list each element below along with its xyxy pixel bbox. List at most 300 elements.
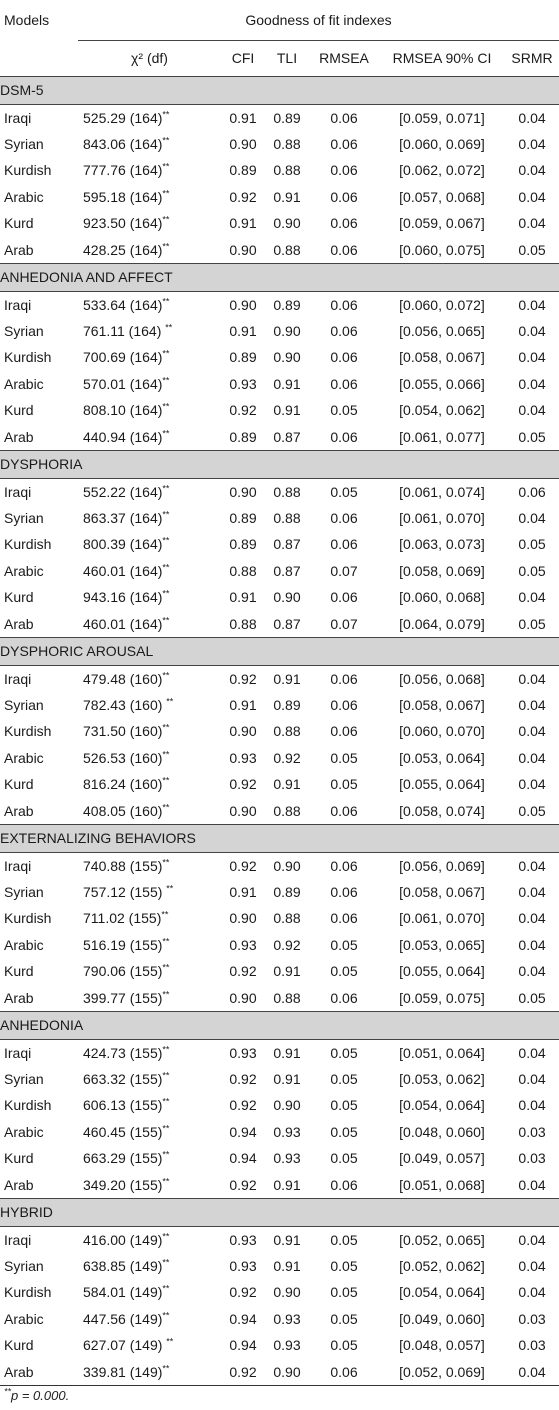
chi-square-cell xyxy=(78,291,221,318)
chi-square-value: 516.19 (155) xyxy=(83,936,163,953)
cfi-cell: 0.91 xyxy=(229,215,257,232)
tli-cell: 0.89 xyxy=(273,109,301,126)
chi-square-cell xyxy=(78,1332,221,1359)
rmsea-cell: 0.06 xyxy=(330,802,358,819)
model-cell: Kurd xyxy=(4,776,34,793)
chi-square-cell xyxy=(78,184,221,211)
tli-cell: 0.90 xyxy=(273,1363,301,1380)
chi-square-cell xyxy=(78,131,221,158)
chi-square-value: 428.25 (164) xyxy=(83,241,163,258)
chi-square-value: 339.81 (149) xyxy=(83,1363,163,1380)
tli-cell: 0.88 xyxy=(273,509,301,526)
rmsea-ci-cell: [0.051, 0.068] xyxy=(399,1176,485,1193)
srmr-cell: 0.04 xyxy=(518,670,546,687)
chi-square-value: 863.37 (164) xyxy=(83,509,163,526)
tli-cell: 0.90 xyxy=(273,349,301,366)
table-row xyxy=(0,344,559,371)
table-row xyxy=(0,745,559,772)
chi-square-cell xyxy=(78,1279,221,1306)
table-row xyxy=(0,718,559,745)
table-row xyxy=(0,1145,559,1172)
significance-marker: ** xyxy=(162,1230,170,1241)
significance-marker: ** xyxy=(162,614,170,625)
tli-cell: 0.88 xyxy=(273,802,301,819)
srmr-cell: 0.04 xyxy=(518,1070,546,1087)
chi-square-value: 757.12 (155) xyxy=(83,883,167,900)
significance-marker: ** xyxy=(162,295,170,306)
srmr-cell: 0.04 xyxy=(518,1097,546,1114)
rmsea-ci-cell: [0.060, 0.070] xyxy=(399,723,485,740)
model-cell: Arab xyxy=(4,428,34,445)
cfi-cell: 0.91 xyxy=(229,883,257,900)
table-row xyxy=(0,879,559,906)
table-row xyxy=(0,852,559,879)
model-cell: Kurd xyxy=(4,1150,34,1167)
tli-cell: 0.87 xyxy=(273,428,301,445)
rmsea-cell: 0.06 xyxy=(330,188,358,205)
rmsea-ci-cell: [0.049, 0.057] xyxy=(399,1150,485,1167)
chi-square-value: 552.22 (164) xyxy=(83,483,163,500)
rmsea-ci-cell: [0.055, 0.066] xyxy=(399,375,485,392)
rmsea-ci-cell: [0.058, 0.069] xyxy=(399,562,485,579)
rmsea-cell: 0.06 xyxy=(330,589,358,606)
cfi-cell: 0.90 xyxy=(229,910,257,927)
srmr-cell: 0.04 xyxy=(518,188,546,205)
significance-marker: ** xyxy=(162,1175,170,1186)
srmr-cell: 0.04 xyxy=(518,349,546,366)
chi-square-cell xyxy=(78,958,221,985)
srmr-cell: 0.04 xyxy=(518,696,546,713)
srmr-cell: 0.05 xyxy=(518,562,546,579)
chi-square-value: 416.00 (149) xyxy=(83,1231,163,1248)
model-cell: Arab xyxy=(4,241,34,258)
chi-square-cell xyxy=(78,531,221,558)
significance-marker: ** xyxy=(161,909,169,920)
rmsea-cell: 0.05 xyxy=(330,1070,358,1087)
models-header: Models xyxy=(4,12,50,28)
chi-square-value: 460.01 (164) xyxy=(83,562,163,579)
srmr-cell: 0.05 xyxy=(518,989,546,1006)
model-cell: Iraqi xyxy=(4,670,32,687)
table-row xyxy=(0,1092,559,1119)
cfi-cell: 0.90 xyxy=(229,296,257,313)
tli-cell: 0.88 xyxy=(273,241,301,258)
srmr-cell: 0.04 xyxy=(518,1176,546,1193)
significance-marker: ** xyxy=(162,1070,170,1081)
cfi-cell: 0.90 xyxy=(229,802,257,819)
tli-cell: 0.91 xyxy=(273,1231,301,1248)
model-cell: Iraqi xyxy=(4,857,32,874)
cfi-cell: 0.92 xyxy=(229,402,257,419)
table-row xyxy=(0,531,559,558)
rmsea-ci-cell: [0.060, 0.069] xyxy=(399,135,485,152)
table-row xyxy=(0,131,559,158)
rmsea-cell: 0.06 xyxy=(330,296,358,313)
table-row xyxy=(0,291,559,318)
column-header-rmsea: RMSEA xyxy=(319,50,369,66)
tli-cell: 0.91 xyxy=(273,402,301,419)
chi-square-value: 399.77 (155) xyxy=(83,989,163,1006)
model-cell: Kurd xyxy=(4,1337,34,1354)
srmr-cell: 0.04 xyxy=(518,910,546,927)
table-row xyxy=(0,157,559,184)
chi-square-value: 731.50 (160) xyxy=(83,723,163,740)
tli-cell: 0.89 xyxy=(273,296,301,313)
tli-cell: 0.90 xyxy=(273,215,301,232)
cfi-cell: 0.90 xyxy=(229,135,257,152)
rmsea-cell: 0.06 xyxy=(330,857,358,874)
chi-square-cell xyxy=(78,985,221,1012)
table-row xyxy=(0,1279,559,1306)
srmr-cell: 0.04 xyxy=(518,963,546,980)
rmsea-ci-cell: [0.058, 0.067] xyxy=(399,883,485,900)
model-cell: Kurdish xyxy=(4,162,52,179)
model-cell: Kurd xyxy=(4,963,34,980)
rmsea-cell: 0.06 xyxy=(330,1176,358,1193)
srmr-cell: 0.04 xyxy=(518,375,546,392)
significance-marker: ** xyxy=(162,1362,170,1373)
chi-square-cell xyxy=(78,584,221,611)
tli-cell: 0.91 xyxy=(273,188,301,205)
model-cell: Syrian xyxy=(4,883,44,900)
model-cell: Iraqi xyxy=(4,1044,32,1061)
table-row xyxy=(0,1066,559,1093)
section-header-row xyxy=(0,450,559,478)
chi-square-value: 440.94 (164) xyxy=(83,428,163,445)
cfi-cell: 0.92 xyxy=(229,1284,257,1301)
model-cell: Kurdish xyxy=(4,1284,52,1301)
table-row xyxy=(0,1253,559,1280)
tli-cell: 0.91 xyxy=(273,670,301,687)
chi-square-cell xyxy=(78,505,221,532)
table-row xyxy=(0,958,559,985)
rmsea-cell: 0.06 xyxy=(330,723,358,740)
rmsea-cell: 0.07 xyxy=(330,615,358,632)
rmsea-ci-cell: [0.053, 0.065] xyxy=(399,936,485,953)
table-row xyxy=(0,611,559,638)
cfi-cell: 0.91 xyxy=(229,696,257,713)
tli-cell: 0.89 xyxy=(273,883,301,900)
srmr-cell: 0.04 xyxy=(518,1044,546,1061)
srmr-cell: 0.04 xyxy=(518,1284,546,1301)
rmsea-cell: 0.05 xyxy=(330,963,358,980)
rmsea-cell: 0.05 xyxy=(330,1257,358,1274)
model-cell: Syrian xyxy=(4,135,44,152)
cfi-cell: 0.93 xyxy=(229,1231,257,1248)
cfi-cell: 0.92 xyxy=(229,776,257,793)
goodness-of-fit-header: Goodness of fit indexes xyxy=(78,0,559,40)
cfi-cell: 0.92 xyxy=(229,1363,257,1380)
table-body xyxy=(0,76,559,1385)
cfi-cell: 0.93 xyxy=(229,1257,257,1274)
model-cell: Syrian xyxy=(4,509,44,526)
table-row xyxy=(0,1306,559,1333)
chi-square-value: 816.24 (160) xyxy=(83,776,163,793)
tli-cell: 0.91 xyxy=(273,963,301,980)
rmsea-cell: 0.05 xyxy=(330,1123,358,1140)
srmr-cell: 0.04 xyxy=(518,509,546,526)
rmsea-cell: 0.06 xyxy=(330,696,358,713)
chi-square-value: 790.06 (155) xyxy=(83,963,163,980)
chi-square-value: 711.02 (155) xyxy=(83,910,162,927)
table-row xyxy=(0,1172,559,1199)
chi-square-value: 627.07 (149) xyxy=(83,1337,167,1354)
model-cell: Iraqi xyxy=(4,109,32,126)
cfi-cell: 0.90 xyxy=(229,241,257,258)
table-row xyxy=(0,798,559,825)
rmsea-cell: 0.06 xyxy=(330,910,358,927)
significance-marker: ** xyxy=(162,749,170,760)
rmsea-ci-cell: [0.060, 0.075] xyxy=(399,241,485,258)
srmr-cell: 0.04 xyxy=(518,162,546,179)
model-cell: Syrian xyxy=(4,322,44,339)
tli-cell: 0.87 xyxy=(273,536,301,553)
chi-square-cell xyxy=(78,1226,221,1253)
tli-cell: 0.88 xyxy=(273,162,301,179)
significance-marker: ** xyxy=(162,1283,170,1294)
srmr-cell: 0.04 xyxy=(518,402,546,419)
chi-square-value: 843.06 (164) xyxy=(83,135,163,152)
model-cell: Iraqi xyxy=(4,483,32,500)
chi-square-value: 638.85 (149) xyxy=(83,1257,163,1274)
column-header-srmr: SRMR xyxy=(511,50,553,66)
section-header-row xyxy=(0,1198,559,1226)
rmsea-cell: 0.06 xyxy=(330,241,358,258)
section-header-row xyxy=(0,824,559,852)
rmsea-ci-cell: [0.052, 0.062] xyxy=(399,1257,485,1274)
model-cell: Arabic xyxy=(4,562,44,579)
cfi-cell: 0.94 xyxy=(229,1337,257,1354)
srmr-cell: 0.04 xyxy=(518,776,546,793)
significance-marker: ** xyxy=(162,801,170,812)
table-row xyxy=(0,584,559,611)
chi-square-cell xyxy=(78,692,221,719)
model-cell: Syrian xyxy=(4,1070,44,1087)
rmsea-cell: 0.06 xyxy=(330,135,358,152)
rmsea-cell: 0.07 xyxy=(330,562,358,579)
section-title: HYBRID xyxy=(0,1198,559,1226)
rmsea-ci-cell: [0.061, 0.070] xyxy=(399,910,485,927)
tli-cell: 0.88 xyxy=(273,723,301,740)
cfi-cell: 0.92 xyxy=(229,1176,257,1193)
tli-cell: 0.93 xyxy=(273,1310,301,1327)
rmsea-cell: 0.05 xyxy=(330,1044,358,1061)
rmsea-ci-cell: [0.056, 0.069] xyxy=(399,857,485,874)
chi-square-cell xyxy=(78,932,221,959)
srmr-cell: 0.03 xyxy=(518,1310,546,1327)
srmr-cell: 0.03 xyxy=(518,1123,546,1140)
chi-square-cell xyxy=(78,798,221,825)
rmsea-cell: 0.06 xyxy=(330,322,358,339)
tli-cell: 0.93 xyxy=(273,1150,301,1167)
column-header-cfi: CFI xyxy=(231,50,255,66)
chi-square-value: 584.01 (149) xyxy=(83,1284,163,1301)
rmsea-ci-cell: [0.059, 0.075] xyxy=(399,989,485,1006)
model-cell: Iraqi xyxy=(4,1231,32,1248)
table-row xyxy=(0,932,559,959)
rmsea-cell: 0.06 xyxy=(330,349,358,366)
cfi-cell: 0.89 xyxy=(229,349,257,366)
tli-cell: 0.90 xyxy=(273,1284,301,1301)
section-header-row xyxy=(0,76,559,104)
significance-marker: ** xyxy=(162,535,170,546)
srmr-cell: 0.04 xyxy=(518,1257,546,1274)
tli-cell: 0.90 xyxy=(273,322,301,339)
model-cell: Kurdish xyxy=(4,1097,52,1114)
table-row xyxy=(0,558,559,585)
table-row xyxy=(0,1119,559,1146)
chi-square-cell xyxy=(78,397,221,424)
table-row xyxy=(0,1359,559,1386)
chi-square-value: 460.01 (164) xyxy=(83,615,163,632)
srmr-cell: 0.04 xyxy=(518,749,546,766)
chi-square-value: 533.64 (164) xyxy=(83,296,163,313)
significance-marker: ** xyxy=(166,883,174,894)
section-header-row xyxy=(0,637,559,665)
srmr-cell: 0.04 xyxy=(518,936,546,953)
rmsea-ci-cell: [0.056, 0.068] xyxy=(399,670,485,687)
tli-cell: 0.88 xyxy=(273,135,301,152)
rmsea-ci-cell: [0.057, 0.068] xyxy=(399,188,485,205)
chi-square-value: 460.45 (155) xyxy=(83,1123,163,1140)
srmr-cell: 0.04 xyxy=(518,109,546,126)
table-row xyxy=(0,104,559,131)
rmsea-cell: 0.06 xyxy=(330,215,358,232)
rmsea-ci-cell: [0.053, 0.064] xyxy=(399,749,485,766)
chi-square-value: 943.16 (164) xyxy=(83,589,163,606)
rmsea-ci-cell: [0.055, 0.064] xyxy=(399,963,485,980)
chi-square-cell xyxy=(78,237,221,264)
rmsea-ci-cell: [0.054, 0.064] xyxy=(399,1097,485,1114)
model-cell: Arabic xyxy=(4,375,44,392)
tli-cell: 0.93 xyxy=(273,1337,301,1354)
rmsea-ci-cell: [0.058, 0.067] xyxy=(399,349,485,366)
chi-square-cell xyxy=(78,478,221,505)
rmsea-ci-cell: [0.058, 0.067] xyxy=(399,696,485,713)
model-cell: Arab xyxy=(4,989,34,1006)
cfi-cell: 0.92 xyxy=(229,857,257,874)
model-cell: Kurdish xyxy=(4,349,52,366)
model-cell: Kurdish xyxy=(4,723,52,740)
rmsea-ci-cell: [0.053, 0.062] xyxy=(399,1070,485,1087)
chi-square-value: 761.11 (164) xyxy=(83,322,166,339)
tli-cell: 0.90 xyxy=(273,589,301,606)
cfi-cell: 0.93 xyxy=(229,936,257,953)
rmsea-ci-cell: [0.052, 0.065] xyxy=(399,1231,485,1248)
chi-square-cell xyxy=(78,1172,221,1199)
rmsea-cell: 0.05 xyxy=(330,1284,358,1301)
chi-square-value: 570.01 (164) xyxy=(83,375,163,392)
rmsea-ci-cell: [0.054, 0.064] xyxy=(399,1284,485,1301)
table-row xyxy=(0,771,559,798)
model-cell: Arabic xyxy=(4,1123,44,1140)
cfi-cell: 0.88 xyxy=(229,562,257,579)
table-row xyxy=(0,184,559,211)
chi-square-value: 408.05 (160) xyxy=(83,802,163,819)
chi-square-value: 777.76 (164) xyxy=(83,162,163,179)
chi-square-cell xyxy=(78,611,221,638)
section-title: DYSPHORIA xyxy=(0,450,559,478)
significance-marker: ** xyxy=(162,588,170,599)
chi-square-cell xyxy=(78,157,221,184)
chi-square-value: 595.18 (164) xyxy=(83,188,163,205)
chi-square-value: 526.53 (160) xyxy=(83,749,163,766)
significance-marker: ** xyxy=(162,135,170,146)
model-cell: Arabic xyxy=(4,936,44,953)
cfi-cell: 0.92 xyxy=(229,670,257,687)
significance-marker: ** xyxy=(162,988,170,999)
model-cell: Kurdish xyxy=(4,910,52,927)
rmsea-ci-cell: [0.048, 0.057] xyxy=(399,1337,485,1354)
rmsea-ci-cell: [0.059, 0.067] xyxy=(399,215,485,232)
significance-marker: ** xyxy=(162,1096,170,1107)
rmsea-ci-cell: [0.062, 0.072] xyxy=(399,162,485,179)
significance-marker: ** xyxy=(162,669,170,680)
rmsea-cell: 0.06 xyxy=(330,670,358,687)
chi-square-cell xyxy=(78,1145,221,1172)
cfi-cell: 0.93 xyxy=(229,1044,257,1061)
cfi-cell: 0.92 xyxy=(229,1097,257,1114)
chi-square-value: 740.88 (155) xyxy=(83,857,163,874)
significance-marker: ** xyxy=(162,562,170,573)
table-row xyxy=(0,371,559,398)
srmr-cell: 0.05 xyxy=(518,241,546,258)
rmsea-ci-cell: [0.052, 0.069] xyxy=(399,1363,485,1380)
significance-marker: ** xyxy=(162,1257,170,1268)
srmr-cell: 0.03 xyxy=(518,1337,546,1354)
chi-square-cell xyxy=(78,771,221,798)
tli-cell: 0.91 xyxy=(273,1044,301,1061)
rmsea-ci-cell: [0.061, 0.074] xyxy=(399,483,485,500)
cfi-cell: 0.92 xyxy=(229,1070,257,1087)
significance-marker: ** xyxy=(166,696,174,707)
significance-marker: ** xyxy=(162,1149,170,1160)
significance-marker: ** xyxy=(162,188,170,199)
chi-square-cell xyxy=(78,424,221,451)
tli-cell: 0.93 xyxy=(273,1123,301,1140)
chi-square-cell xyxy=(78,344,221,371)
chi-square-cell xyxy=(78,371,221,398)
rmsea-cell: 0.05 xyxy=(330,1097,358,1114)
chi-square-cell xyxy=(78,1119,221,1146)
srmr-cell: 0.05 xyxy=(518,536,546,553)
significance-marker: ** xyxy=(162,1043,170,1054)
tli-cell: 0.87 xyxy=(273,562,301,579)
column-header-rmsea-ci: RMSEA 90% CI xyxy=(392,50,492,66)
chi-square-value: 447.56 (149) xyxy=(83,1310,163,1327)
table-row xyxy=(0,318,559,345)
significance-marker: ** xyxy=(162,214,170,225)
rmsea-cell: 0.05 xyxy=(330,1337,358,1354)
footnote xyxy=(4,1388,69,1403)
srmr-cell: 0.04 xyxy=(518,296,546,313)
cfi-cell: 0.91 xyxy=(229,109,257,126)
rmsea-cell: 0.05 xyxy=(330,1310,358,1327)
section-header-row xyxy=(0,263,559,291)
cfi-cell: 0.92 xyxy=(229,188,257,205)
srmr-cell: 0.03 xyxy=(518,1150,546,1167)
model-cell: Syrian xyxy=(4,1257,44,1274)
chi-square-cell xyxy=(78,852,221,879)
rmsea-cell: 0.06 xyxy=(330,428,358,445)
table-row xyxy=(0,985,559,1012)
rmsea-ci-cell: [0.059, 0.071] xyxy=(399,109,485,126)
chi-square-cell xyxy=(78,1359,221,1386)
cfi-cell: 0.93 xyxy=(229,749,257,766)
srmr-cell: 0.04 xyxy=(518,1231,546,1248)
srmr-cell: 0.05 xyxy=(518,802,546,819)
table-row xyxy=(0,424,559,451)
